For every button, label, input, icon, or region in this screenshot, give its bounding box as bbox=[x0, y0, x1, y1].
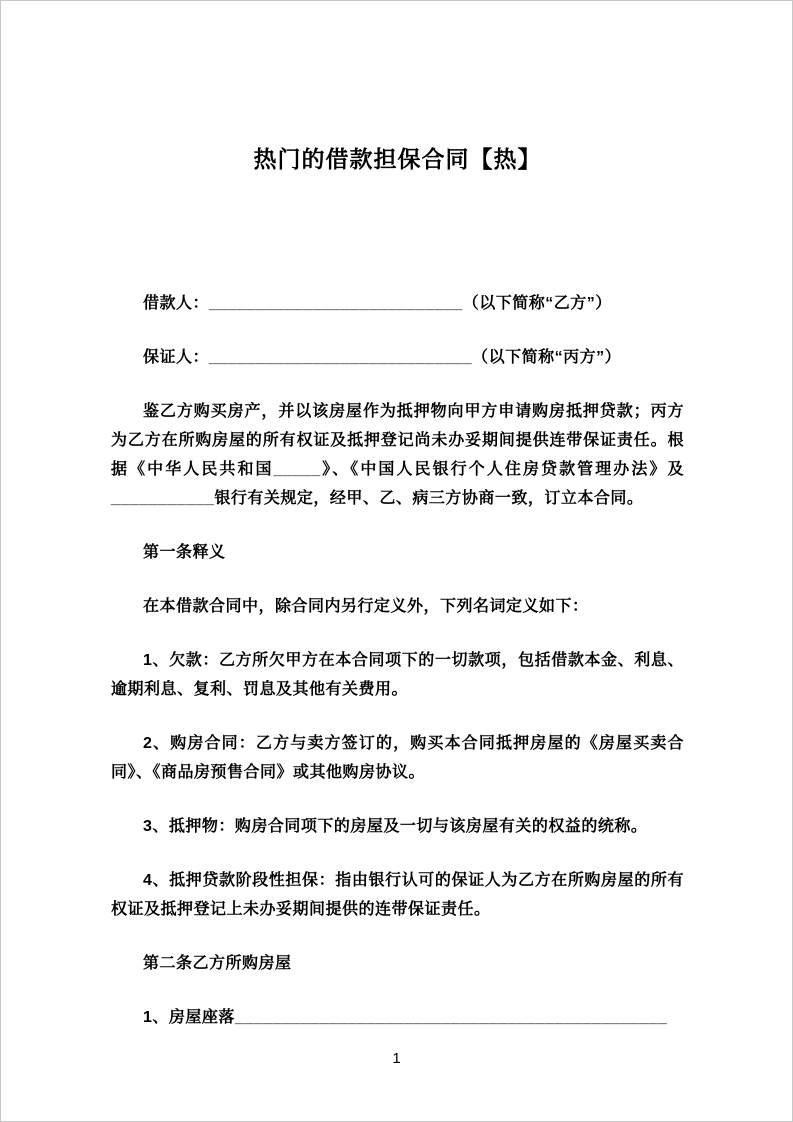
definition-item-2: 2、购房合同：乙方与卖方签订的，购买本合同抵押房屋的《房屋买卖合同》、《商品房预售合同》或其他购房协议。 bbox=[111, 735, 684, 781]
definition-item-1: 1、欠款：乙方所欠甲方在本合同项下的一切款项，包括借款本金、利息、逾期利息、复利、罚息及其他有关费用。 bbox=[111, 652, 684, 698]
preamble-paragraph: 鉴乙方购买房产，并以该房屋作为抵押物向甲方申请购房抵押贷款；丙方为乙方在所购房屋的所有权证及抵押登记尚未办妥期间提供连带保证责任。根据《中华人民共和国_____》、《中国人民银行个人住房贷款管理办法》及___________银行有关规定，经甲、乙、病三方协商一致，订立本合同。 bbox=[111, 403, 684, 507]
article-1-intro: 在本借款合同中，除合同内另行定义外，下列名词定义如下： bbox=[143, 598, 589, 615]
definition-item-4: 4、抵押贷款阶段性担保：指由银行认可的保证人为乙方在所购房屋的所有权证及抵押登记上未办妥期间提供的连带保证责任。 bbox=[111, 872, 684, 918]
guarantor-line: 保证人：____________________________（以下简称“丙方”） bbox=[143, 349, 622, 366]
borrower-line: 借款人：___________________________（以下简称“乙方”） bbox=[143, 295, 612, 312]
article-1-heading: 第一条释义 bbox=[143, 544, 226, 561]
page-number: 1 bbox=[392, 1050, 401, 1067]
document-title: 热门的借款担保合同【热】 bbox=[253, 146, 542, 172]
article-2-heading: 第二条乙方所购房屋 bbox=[143, 955, 292, 972]
definition-item-3: 3、抵押物：购房合同项下的房屋及一切与该房屋有关的权益的统称。 bbox=[143, 818, 648, 835]
house-location-line: 1、房屋座落______________________________________________ bbox=[143, 1009, 668, 1026]
